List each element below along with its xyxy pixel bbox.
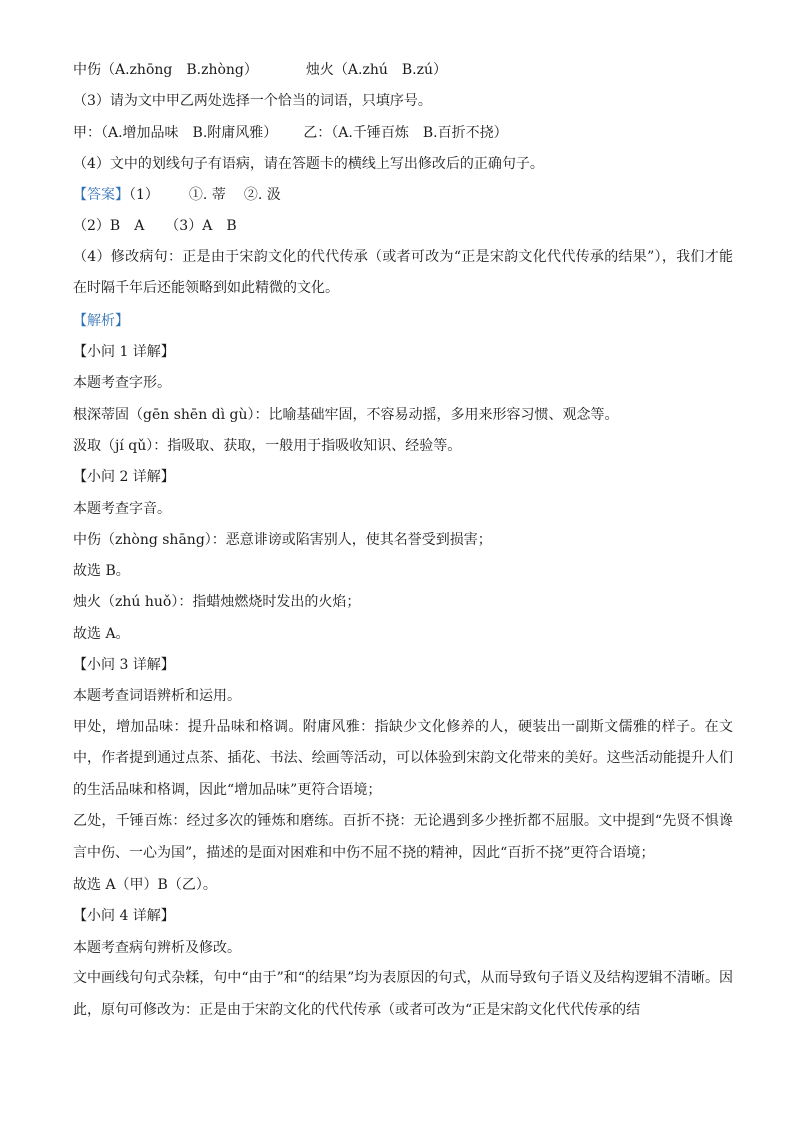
answer-choice-1: ①. 蒂 [188,187,226,204]
section-4-para-1: 文中画线句句式杂糅，句中“由于”和“的结果”均为表原因的句式，从而导致句子语义及结构逻辑不清晰。因此，原句可修改为：正是由于宋韵文化的代代传承（或者可改为“正是宋韵文化代代传承的结 [73,970,733,1018]
q3-options-line [73,123,733,143]
section-3-title: 【小问 3 详解】 [73,657,175,674]
section-2-line-2: 故选 B。 [73,563,130,580]
q2-options-line [73,60,733,80]
section-2-line-4: 故选 A。 [73,625,130,642]
section-1-title: 【小问 1 详解】 [73,344,175,361]
option-zhongshang: 中伤（A.zhōng B.zhòng） [73,62,258,78]
section-3-intro: 本题考查词语辨析和运用。 [73,688,241,705]
answer-line [73,185,733,205]
answer-q1: （1） [129,187,159,204]
document-page [73,60,733,1032]
option-jia: 甲：（A.增加品味 B.附庸风雅） [73,124,278,141]
section-1-line-2: 汲取（jí qǔ）：指吸取、获取，一般用于指吸收知识、经验等。 [73,437,462,454]
option-zhuhuo: 烛火（A.zhú B.zú） [305,62,448,78]
section-2-title: 【小问 2 详解】 [73,469,175,486]
section-2-line-1: 中伤（zhòng shāng）：恶意诽谤或陷害别人，使其名誉受到损害； [73,531,492,548]
section-3-para-1: 甲处，增加品味：提升品味和格调。附庸风雅：指缺少文化修养的人，硬装出一副斯文儒雅的样子。在文中，作者提到通过点茶、插花、书法、绘画等活动，可以体验到宋韵文化带来的美好。这些活动能提升人们的生活品味和格调，因此“增加品味”更符合语境； [73,719,733,798]
answer-label: 【答案】 [73,187,129,204]
section-3-line-3: 故选 A（甲）B（乙）。 [73,876,217,893]
q3-prompt: （3）请为文中甲乙两处选择一个恰当的词语，只填序号。 [73,93,432,110]
answer-2-3: （2）B A （3）A B [73,218,237,235]
section-4-title: 【小问 4 详解】 [73,908,175,925]
answer-4: （4）修改病句：正是由于宋韵文化的代代传承（或者可改为“正是宋韵文化代代传承的结果”），我们才能在时隔千年后还能领略到如此精微的文化。 [73,249,733,297]
answer-choice-2: ②. 汲 [243,187,281,204]
section-3-para-2: 乙处，千锤百炼：经过多次的锤炼和磨练。百折不挠：无论遇到多少挫折都不屈服。文中提到“先贤不惧谗言中伤、一心为国”，描述的是面对困难和中伤不屈不挠的精神，因此“百折不挠”更符合语境； [73,813,733,861]
section-2-line-3: 烛火（zhú huǒ）：指蜡烛燃烧时发出的火焰； [73,594,361,611]
q4-prompt: （4）文中的划线句子有语病，请在答题卡的横线上写出修改后的正确句子。 [73,155,544,172]
section-4-intro: 本题考查病句辨析及修改。 [73,939,241,956]
section-1-line-1: 根深蒂固（gēn shēn dì gù）：比喻基础牢固，不容易动摇，多用来形容习惯、观念等。 [73,406,619,423]
section-2-intro: 本题考查字音。 [73,500,171,517]
option-yi: 乙：（A.千锤百炼 B.百折不挠） [303,124,508,141]
section-1-intro: 本题考查字形。 [73,375,171,392]
analysis-label: 【解析】 [73,312,129,329]
